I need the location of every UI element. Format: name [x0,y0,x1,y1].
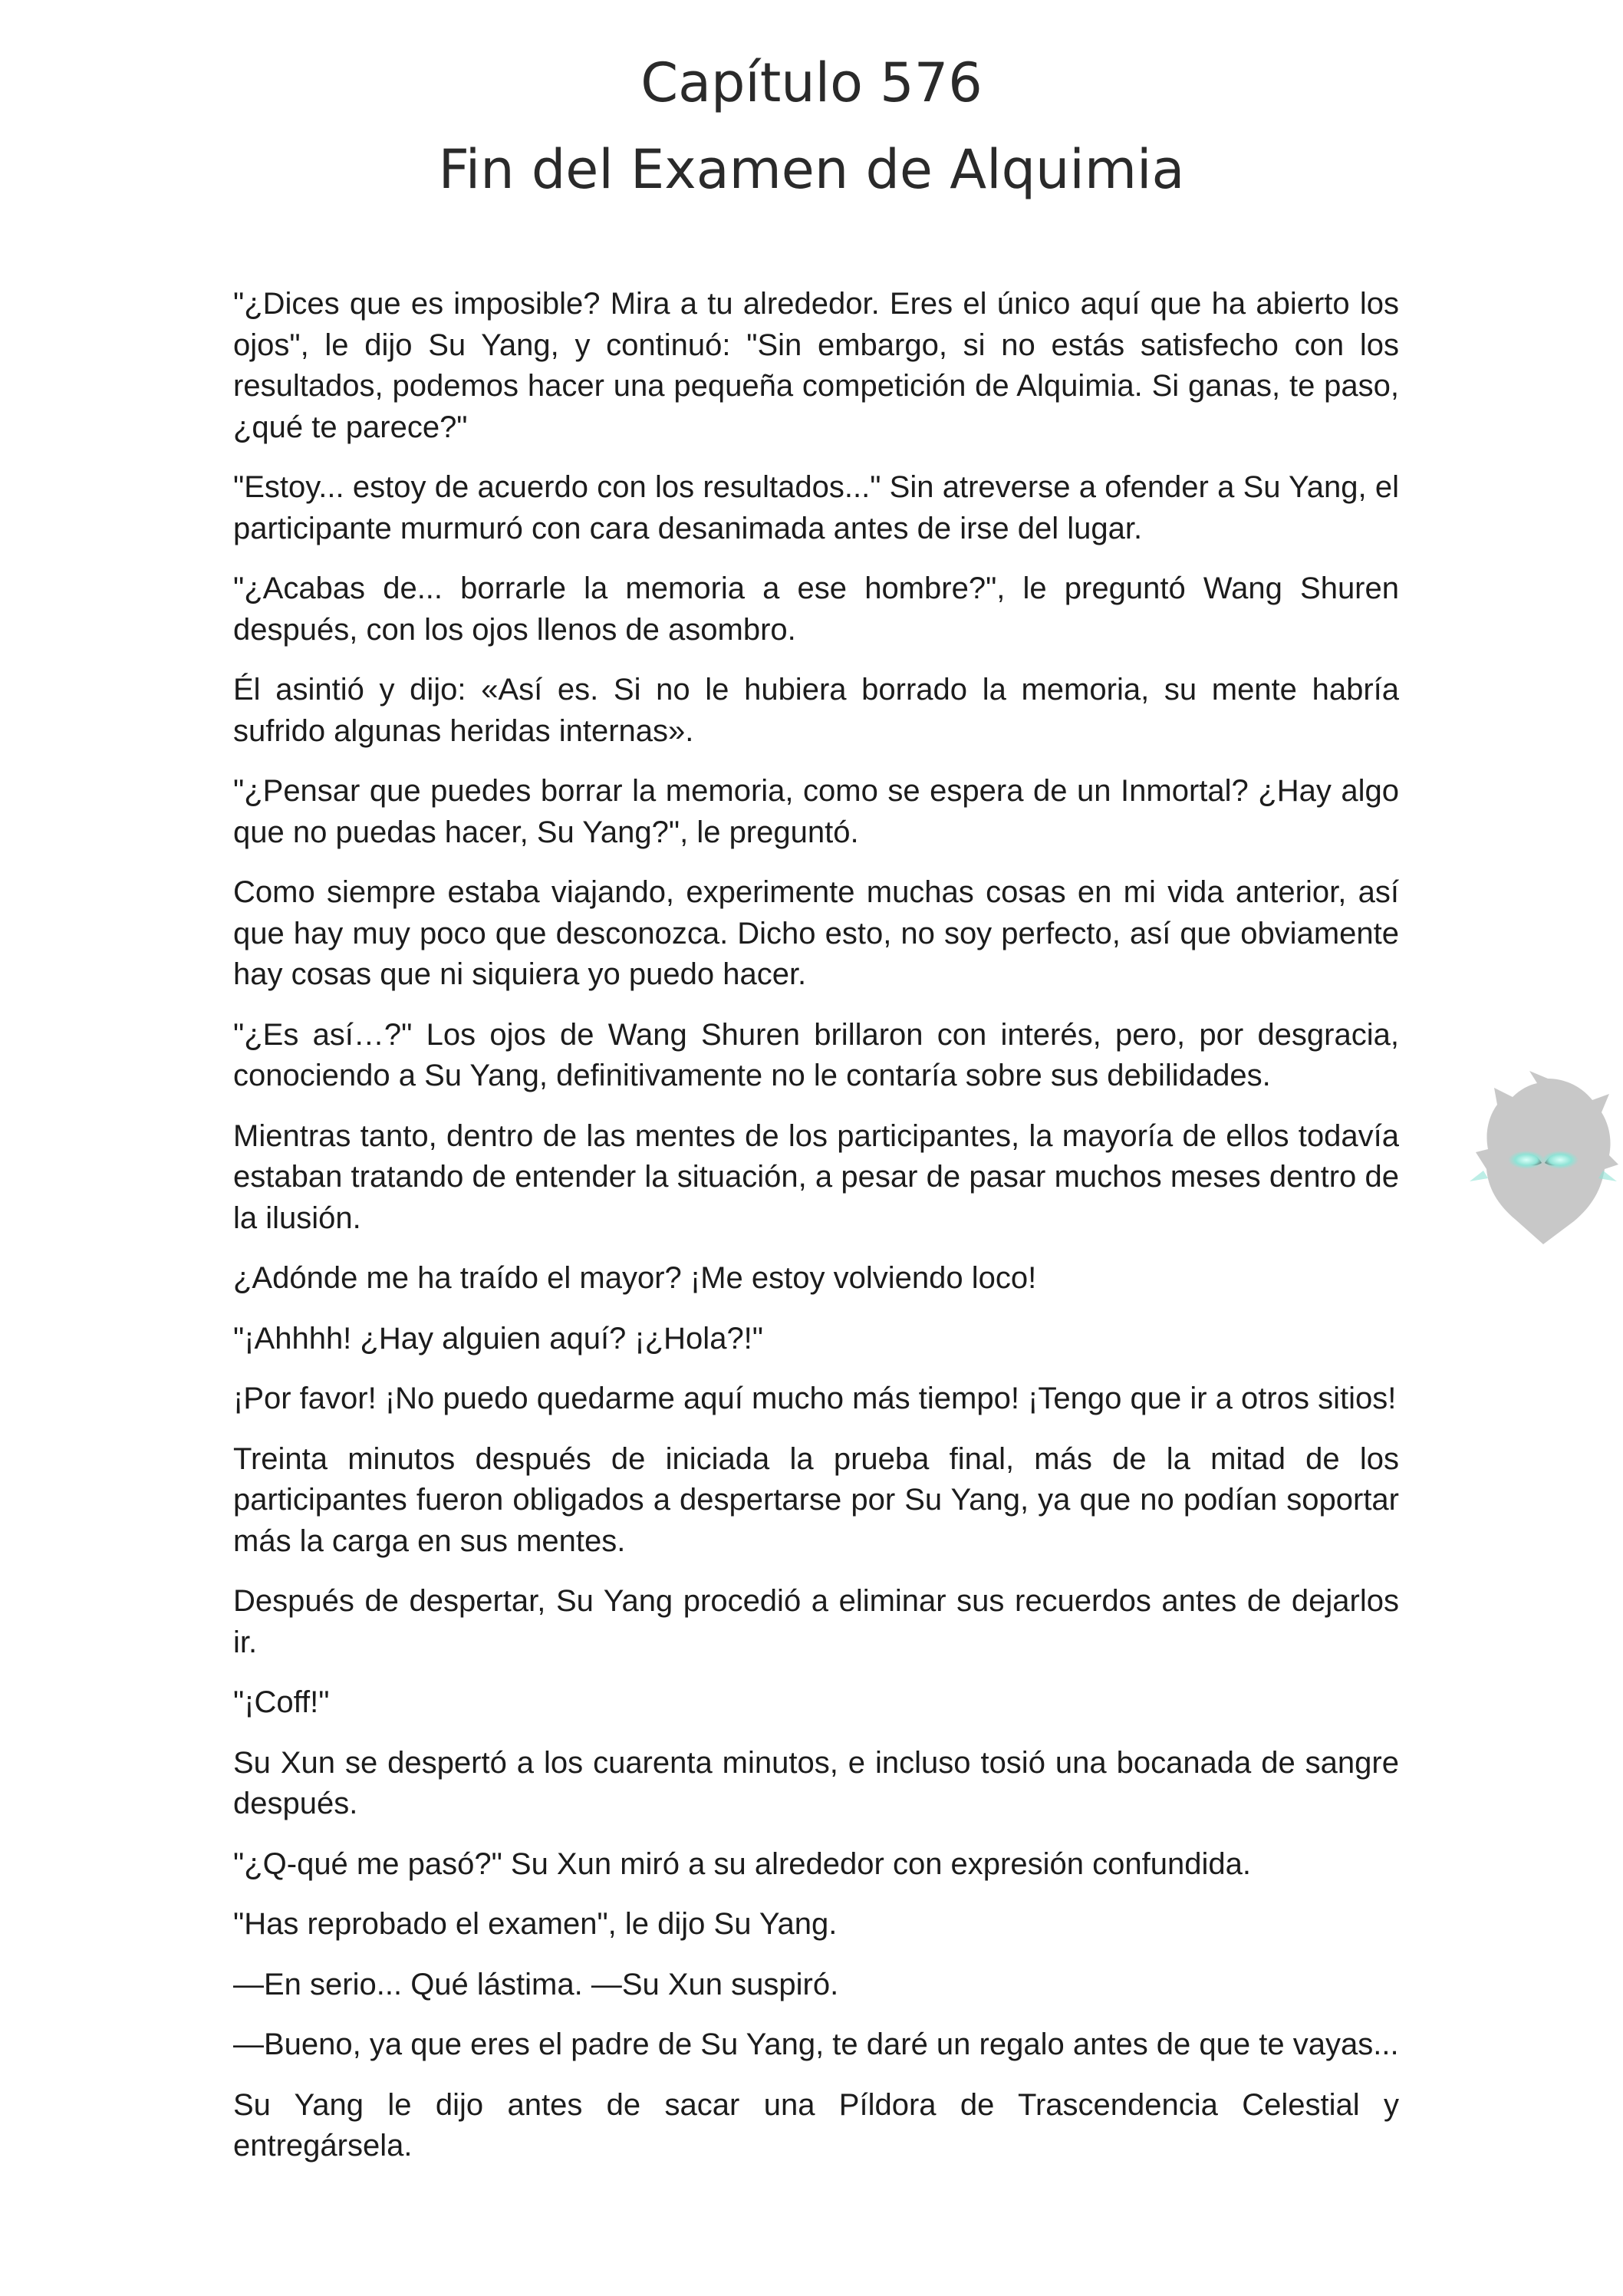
paragraph: "¿Pensar que puedes borrar la memoria, como se espera de un Inmortal? ¿Hay algo que no puedas hacer, Su Yang?", le preguntó. [233,774,1399,849]
paragraph: Su Yang le dijo antes de sacar una Píldora de Trascendencia Celestial y entregársela. [233,2087,1399,2163]
paragraph: "¿Dices que es imposible? Mira a tu alrededor. Eres el único aquí que ha abierto los ojos", le dijo Su Yang, y continuó: "Sin embargo, si no estás satisfecho con los resultados, podemos hacer una pequeña competición de Alquimia. Si ganas, te paso, ¿qué te parece?" [233,287,1399,444]
paragraph: Treinta minutos después de iniciada la prueba final, más de la mitad de los participantes fueron obligados a despertarse por Su Yang, ya que no podían soportar más la carga en sus mentes. [233,1441,1399,1558]
paragraph: "¿Es así…?" Los ojos de Wang Shuren brillaron con interés, pero, por desgracia, conociendo a Su Yang, definitivamente no le contaría sobre sus debilidades. [233,1017,1399,1092]
paragraph: ¿Adónde me ha traído el mayor? ¡Me estoy volviendo loco! [233,1261,1037,1295]
paragraph: Su Xun se despertó a los cuarenta minutos, e incluso tosió una bocanada de sangre después. [233,1745,1399,1820]
paragraph: "¿Acabas de... borrarle la memoria a ese hombre?", le preguntó Wang Shuren después, con los ojos llenos de asombro. [233,572,1399,647]
chapter-body [233,284,1399,2186]
paragraph: "Has reprobado el examen", le dijo Su Yang. [233,1907,838,1941]
paragraph: "¿Q-qué me pasó?" Su Xun miró a su alrededor con expresión confundida. [233,1846,1251,1881]
paragraph: Como siempre estaba viajando, experimente muchas cosas en mi vida anterior, así que hay muy poco que desconozca. Dicho esto, no soy perfecto, así que obviamente hay cosas que ni siquiera yo puedo hacer. [233,875,1399,991]
chapter-number: Capítulo 576 [640,51,983,114]
paragraph: "¡Ahhhh! ¿Hay alguien aquí? ¡¿Hola?!" [233,1321,763,1356]
paragraph: Él asintió y dijo: «Así es. Si no le hubiera borrado la memoria, su mente habría sufrido algunas heridas internas». [233,673,1399,748]
paragraph: —En serio... Qué lástima. —Su Xun suspiró. [233,1967,839,2001]
paragraph: Después de despertar, Su Yang procedió a eliminar sus recuerdos antes de dejarlos ir. [233,1584,1399,1659]
demon-head-icon [1467,1066,1620,1250]
chapter-name: Fin del Examen de Alquimia [438,138,1185,201]
paragraph: ¡Por favor! ¡No puedo quedarme aquí mucho más tiempo! ¡Tengo que ir a otros sitios! [233,1382,1397,1415]
chapter-title [0,40,1623,213]
paragraph: Mientras tanto, dentro de las mentes de los participantes, la mayoría de ellos todavía estaban tratando de entender la situación, a pesar de pasar muchos meses dentro de la ilusión. [233,1118,1399,1235]
paragraph: —Bueno, ya que eres el padre de Su Yang, te daré un regalo antes de que te vayas... [233,2028,1399,2061]
paragraph: "¡Coff!" [233,1685,330,1719]
paragraph: "Estoy... estoy de acuerdo con los resultados..." Sin atreverse a ofender a Su Yang, el participante murmuró con cara desanimada antes de irse del lugar. [233,470,1399,545]
